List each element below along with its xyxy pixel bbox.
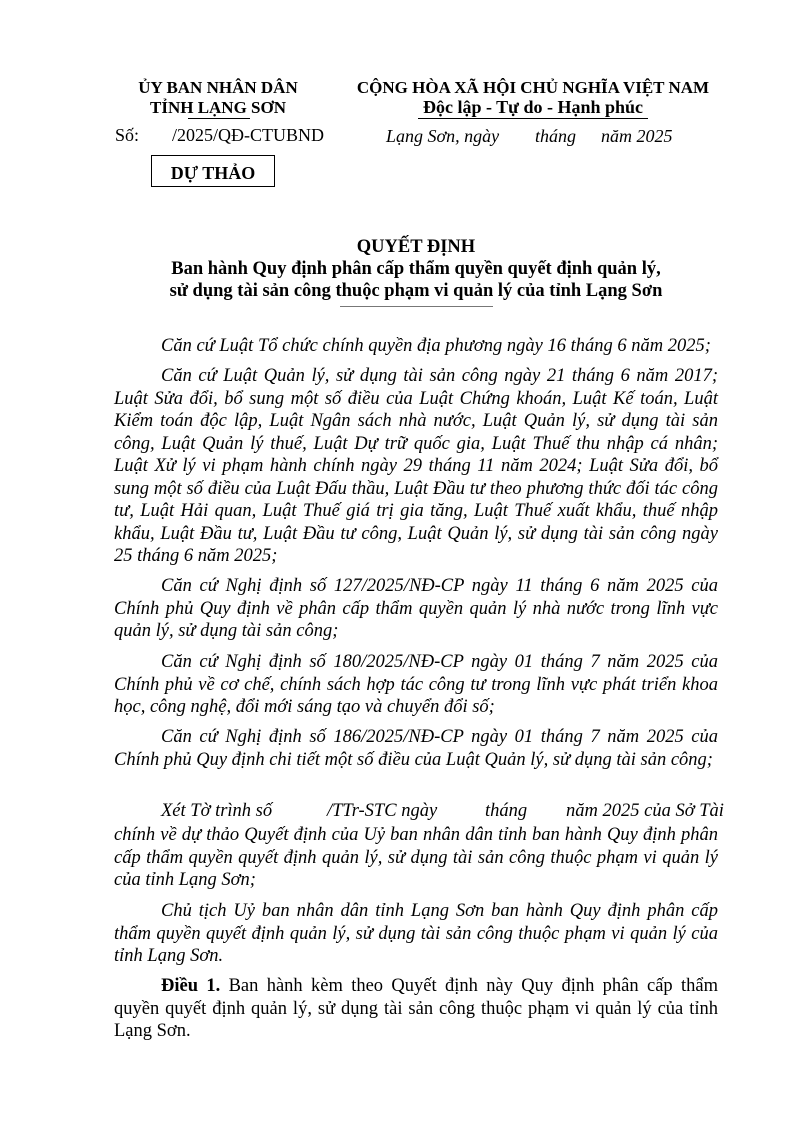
date-place: Lạng Sơn, ngày	[386, 126, 500, 146]
national-motto: Độc lập - Tự do - Hạnh phúc	[422, 97, 644, 117]
preamble-decree-127: Căn cứ Nghị định số 127/2025/NĐ-CP ngày 11 tháng 6 năm 2025 của Chính phủ Quy định về phân cấp thẩm quyền quản lý nhà nước trong lĩnh vực quản lý, sử dụng tài sản công;	[114, 576, 718, 641]
title-line-2: sử dụng tài sản công thuộc phạm vi quản lý của tỉnh Lạng Sơn	[169, 281, 663, 301]
document-heading: QUYẾT ĐỊNH	[356, 237, 476, 257]
document-number: /2025/QĐ-CTUBND	[172, 125, 324, 145]
proposal-body: chính về dự thảo Quyết định của Uỷ ban nhân dân tỉnh ban hành Quy định phân cấp thẩm quyền quyết định quản lý, sử dụng tài sản công thuộc phạm vi quản lý của tỉnh Lạng Sơn;	[114, 825, 718, 890]
preamble-decree-186: Căn cứ Nghị định số 186/2025/NĐ-CP ngày 01 tháng 7 năm 2025 của Chính phủ Quy định chi tiết một số điều của Luật Quản lý, sử dụng tài sản công;	[114, 727, 718, 770]
province-name: TỈNH LẠNG SƠN	[149, 98, 287, 117]
draft-stamp-label: DỰ THẢO	[170, 163, 256, 183]
proposal-prefix: Xét Tờ trình số	[161, 801, 273, 821]
motto-underline	[418, 118, 648, 119]
date-year: năm 2025	[601, 126, 673, 146]
chairman-statement: Chủ tịch Uỷ ban nhân dân tỉnh Lạng Sơn ban hành Quy định phân cấp thẩm quyền quyết định quản lý, sử dụng tài sản công thuộc phạm vi quản lý của tỉnh Lạng Sơn.	[114, 901, 718, 966]
proposal-year: năm 2025 của Sở Tài	[566, 801, 724, 821]
proposal-number: /TTr-STC ngày	[327, 801, 438, 821]
number-label: Số:	[115, 125, 140, 145]
preamble-decree-180: Căn cứ Nghị định số 180/2025/NĐ-CP ngày 01 tháng 7 năm 2025 của Chính phủ về cơ chế, chính sách hợp tác công tư trong lĩnh vực phát triển khoa học, công nghệ, đổi mới sáng tạo và chuyển đổi số;	[114, 652, 718, 717]
preamble-law-public-assets: Căn cứ Luật Quản lý, sử dụng tài sản công ngày 21 tháng 6 năm 2017; Luật Sửa đổi, bổ sung một số điều của Luật Chứng khoán, Luật Kế toán, Luật Kiểm toán độc lập, Luật Ngân sách nhà nước, Luật Quản lý, sử dụng tài sản công, Luật Quản lý thuế, Luật Dự trữ quốc gia, Luật Thuế thu nhập cá nhân; Luật Xử lý vi phạm hành chính ngày 29 tháng 11 năm 2024; Luật Sửa đổi, bổ sung một số điều của Luật Đấu thầu, Luật Đầu tư theo phương thức đối tác công tư, Luật Hải quan, Luật Thuế giá trị gia tăng, Luật Thuế xuất khẩu, thuế nhập khẩu, Luật Đầu tư, Luật Đầu tư công, Luật Quản lý, sử dụng tài sản công ngày 25 tháng 6 năm 2025;	[114, 366, 718, 566]
agency-name: ỦY BAN NHÂN DÂN	[138, 78, 298, 97]
date-month: tháng	[535, 126, 577, 146]
article-1-label: Điều 1.	[161, 976, 221, 996]
title-underline	[340, 306, 493, 307]
proposal-month: tháng	[485, 801, 528, 821]
article-1-text: Ban hành kèm theo Quyết định này Quy định phân cấp thẩm quyền quyết định quản lý, sử dụng tài sản công thuộc phạm vi quản lý của tỉnh Lạng Sơn.	[114, 976, 718, 1041]
national-title: CỘNG HÒA XÃ HỘI CHỦ NGHĨA VIỆT NAM	[356, 78, 710, 97]
article-1	[114, 975, 718, 1043]
title-line-1: Ban hành Quy định phân cấp thẩm quyền quyết định quản lý,	[171, 259, 661, 279]
preamble-law-local-government: Căn cứ Luật Tổ chức chính quyền địa phương ngày 16 tháng 6 năm 2025;	[161, 336, 711, 356]
agency-underline	[188, 118, 250, 119]
